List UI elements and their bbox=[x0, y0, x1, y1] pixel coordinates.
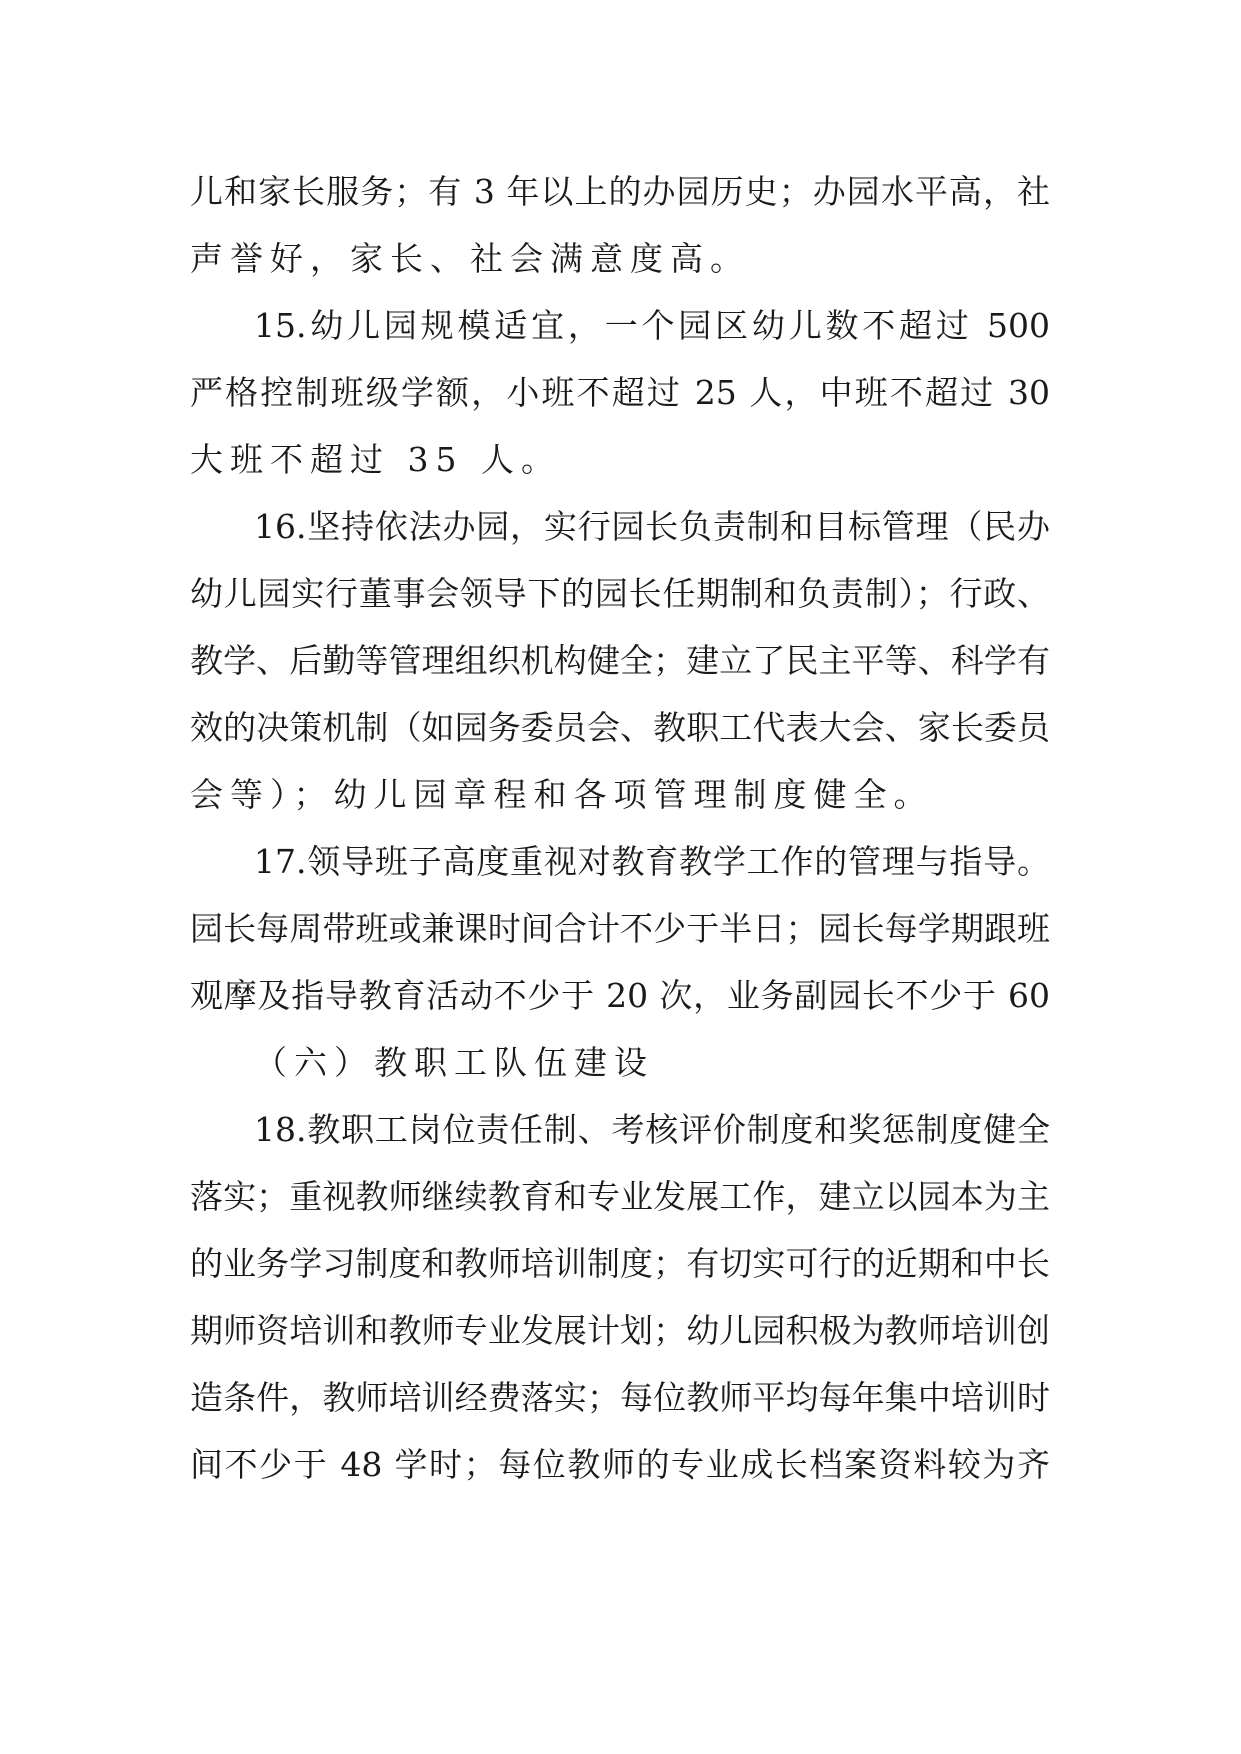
paragraph-line: 落实；重视教师继续教育和专业发展工作，建立以园本为主 bbox=[190, 1177, 1050, 1216]
paragraph-line: 大班不超过 35 人。 bbox=[190, 440, 561, 479]
paragraph-line: 严格控制班级学额，小班不超过 25 人，中班不超过 30 bbox=[190, 373, 1050, 412]
paragraph-line: 期师资培训和教师专业发展计划；幼儿园积极为教师培训创 bbox=[190, 1311, 1050, 1350]
paragraph-line: 声誉好，家长、社会满意度高。 bbox=[190, 239, 750, 278]
paragraph-line: 教学、后勤等管理组织机构健全；建立了民主平等、科学有 bbox=[190, 641, 1050, 680]
paragraph-line: 会等）；幼儿园章程和各项管理制度健全。 bbox=[190, 775, 934, 814]
paragraph-line: 间不少于 48 学时；每位教师的专业成长档案资料较为齐 bbox=[190, 1445, 1050, 1484]
paragraph-15-first-line: 15.幼儿园规模适宜，一个园区幼儿数不超过 500 bbox=[254, 306, 1050, 345]
section-heading: （六）教职工队伍建设 bbox=[254, 1043, 654, 1082]
paragraph-line: 园长每周带班或兼课时间合计不少于半日；园长每学期跟班 bbox=[190, 909, 1050, 948]
paragraph-line: 幼儿园实行董事会领导下的园长任期制和负责制）；行政、 bbox=[190, 574, 1050, 613]
paragraph-line: 儿和家长服务；有 3 年以上的办园历史；办园水平高，社 bbox=[190, 172, 1050, 211]
paragraph-line: 造条件，教师培训经费落实；每位教师平均每年集中培训时 bbox=[190, 1378, 1050, 1417]
paragraph-line: 的业务学习制度和教师培训制度；有切实可行的近期和中长 bbox=[190, 1244, 1050, 1283]
paragraph-18-first-line: 18.教职工岗位责任制、考核评价制度和奖惩制度健全 bbox=[254, 1110, 1050, 1149]
document-body bbox=[190, 158, 1050, 1498]
paragraph-17-first-line: 17.领导班子高度重视对教育教学工作的管理与指导。 bbox=[254, 842, 1050, 881]
paragraph-line: 观摩及指导教育活动不少于 20 次，业务副园长不少于 60 bbox=[190, 976, 1050, 1015]
paragraph-16-first-line: 16.坚持依法办园，实行园长负责制和目标管理（民办 bbox=[254, 507, 1050, 546]
paragraph-line: 效的决策机制（如园务委员会、教职工代表大会、家长委员 bbox=[190, 708, 1050, 747]
